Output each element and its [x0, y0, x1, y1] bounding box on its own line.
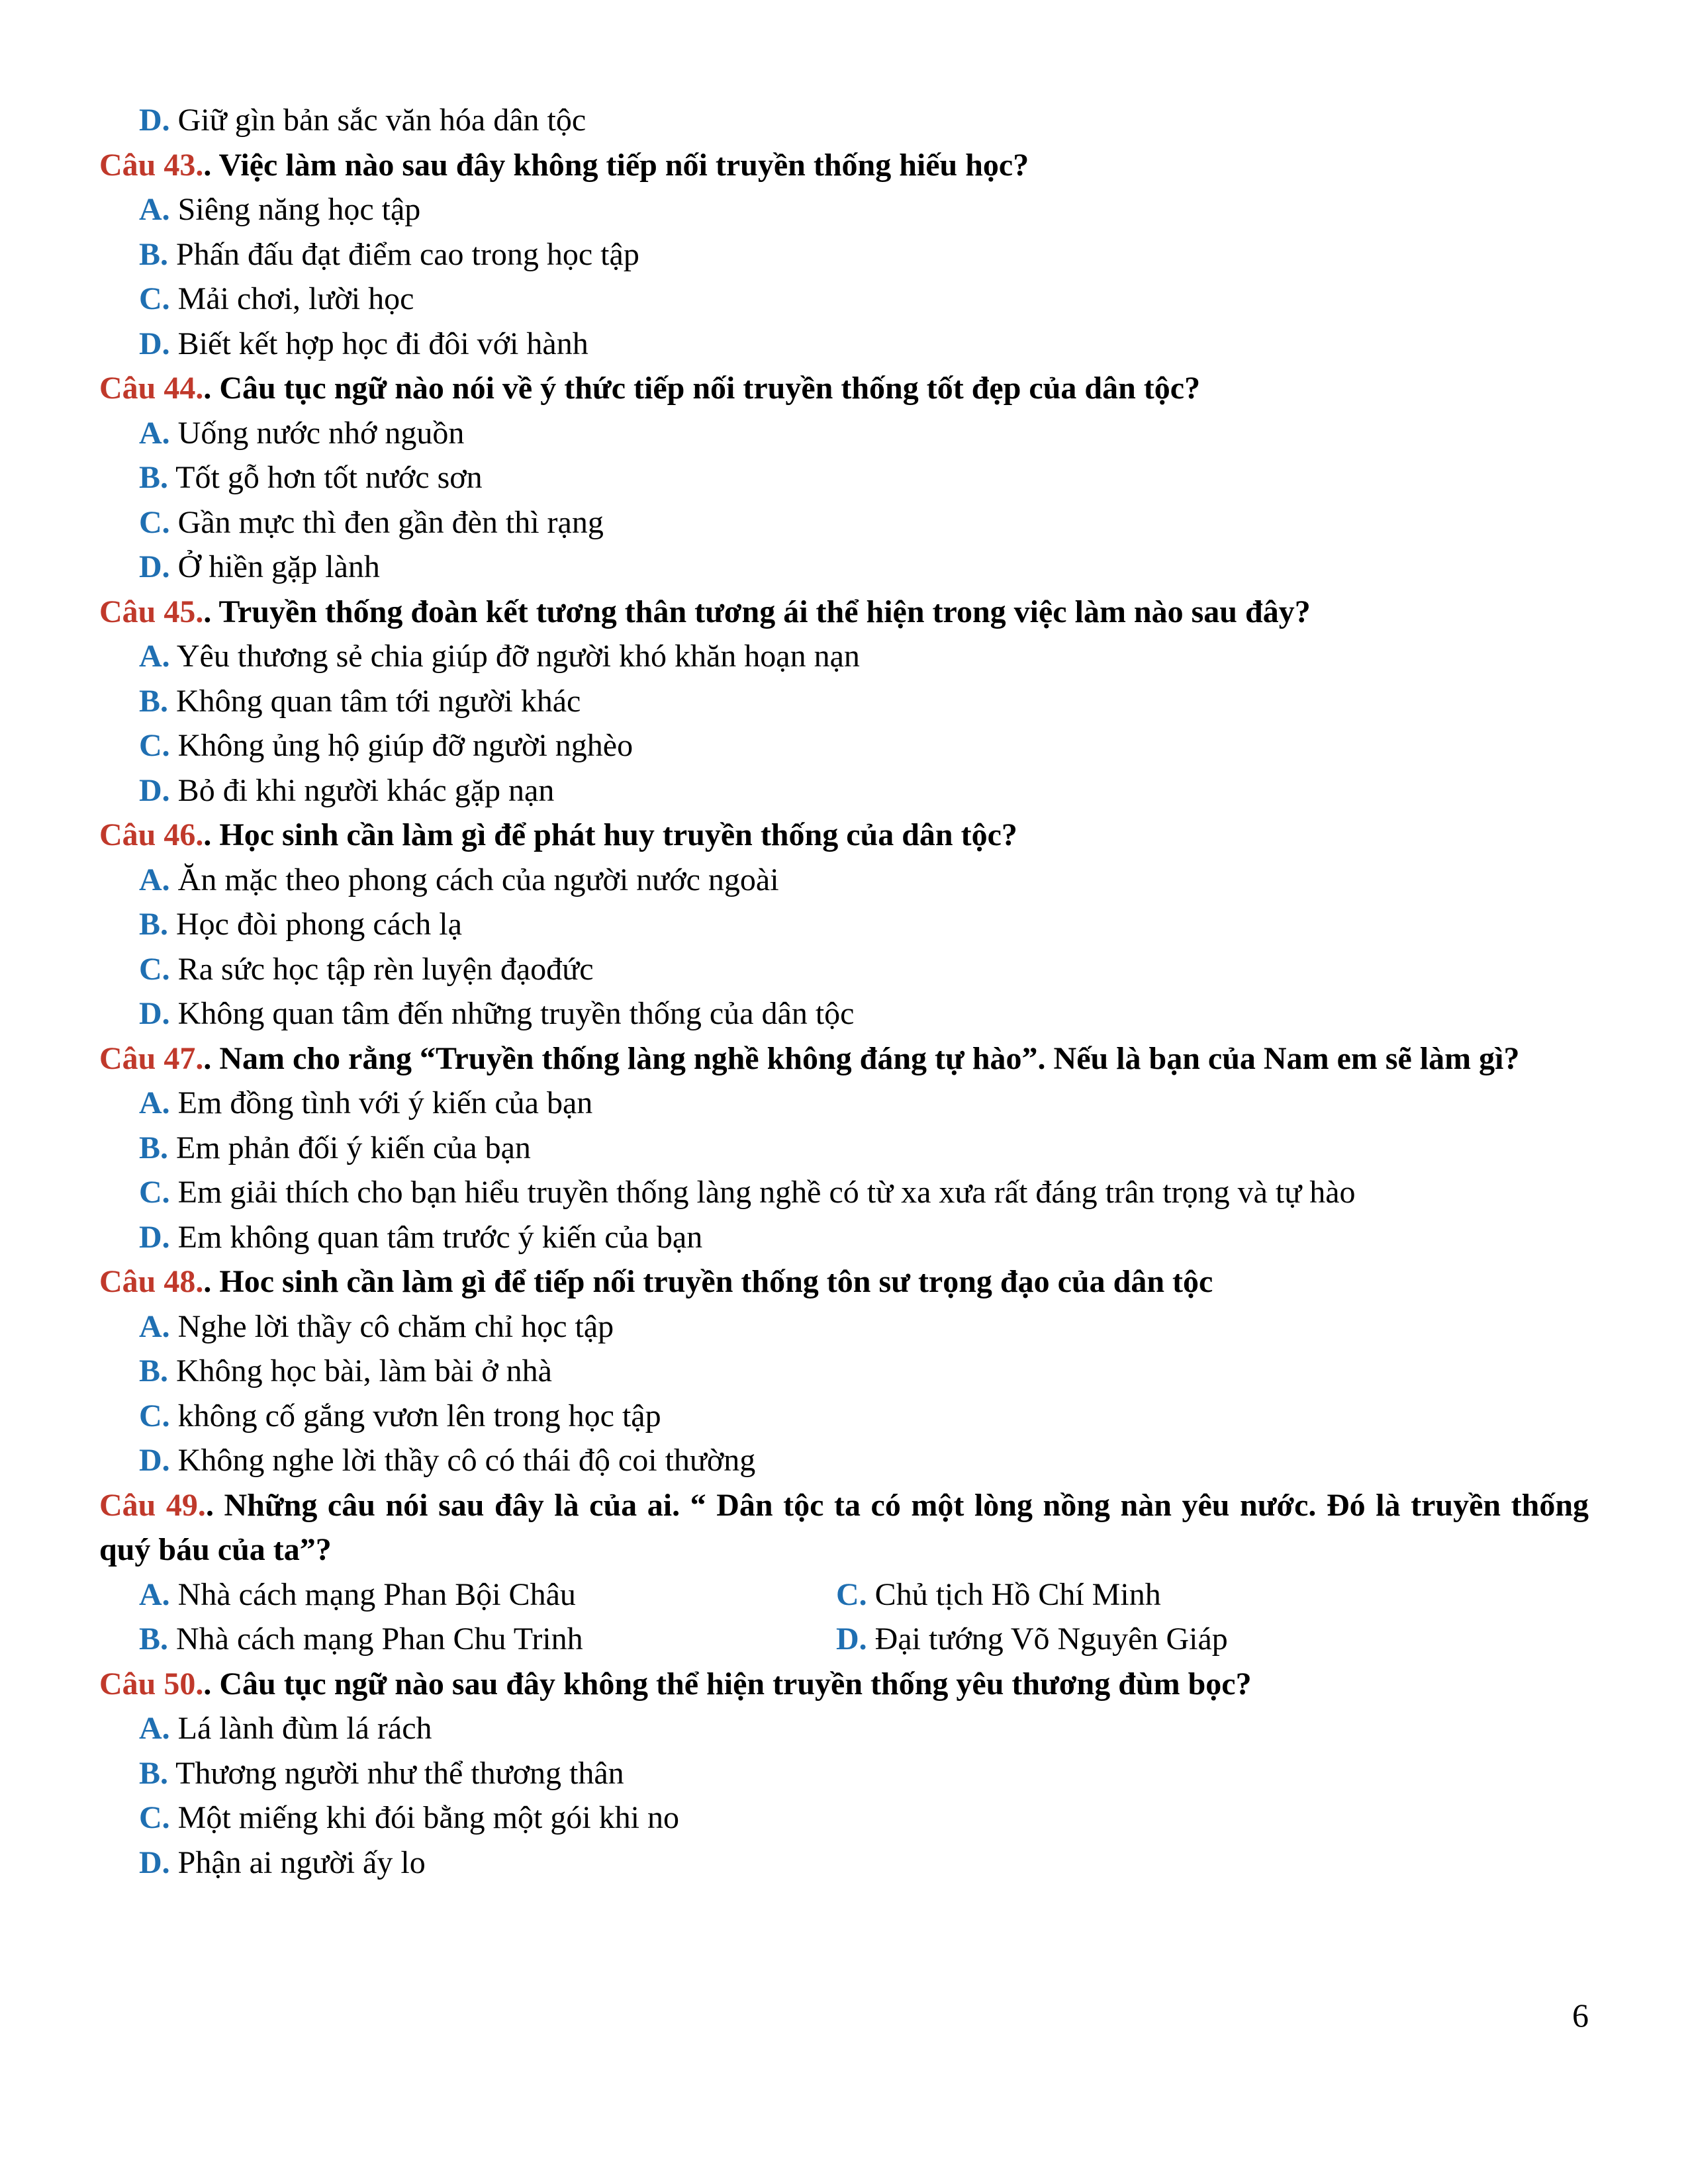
option-text: Biết kết hợp học đi đôi với hành — [177, 326, 588, 361]
question-heading — [99, 143, 1589, 188]
question-text: . Nam cho rằng “Truyền thống làng nghề không đáng tự hào”. Nếu là bạn của Nam em sẽ làm gì? — [203, 1040, 1520, 1076]
question-number: Câu 44. — [99, 371, 204, 406]
option-text: Không học bài, làm bài ở nhà — [176, 1353, 552, 1388]
option-text: Siêng năng học tập — [177, 192, 421, 227]
option-text: Phận ai người ấy lo — [177, 1844, 426, 1880]
option-text: Bỏ đi khi người khác gặp nạn — [177, 772, 555, 808]
question-heading — [99, 813, 1589, 858]
answer-option — [99, 858, 1589, 903]
page-number: 6 — [1572, 1997, 1589, 2034]
option-letter: A. — [139, 1308, 170, 1344]
option-text: Tốt gỗ hơn tốt nước sơn — [175, 460, 483, 495]
option-letter: D. — [139, 1443, 170, 1478]
option-text: Phấn đấu đạt điểm cao trong học tập — [176, 236, 639, 272]
answer-option — [99, 1796, 1589, 1841]
question-heading — [99, 1259, 1589, 1304]
question-text: . Truyền thống đoàn kết tương thân tương ái thể hiện trong việc làm nào sau đây? — [203, 594, 1311, 629]
question-text: . Câu tục ngữ nào sau đây không thể hiện truyền thống yêu thương đùm bọc? — [203, 1666, 1252, 1702]
answer-option — [99, 1394, 1589, 1439]
option-letter: D. — [139, 996, 170, 1031]
option-text: Nhà cách mạng Phan Bội Châu — [177, 1576, 576, 1612]
answer-option — [99, 634, 1589, 679]
answer-option-row — [99, 1617, 1589, 1662]
option-letter: C. — [836, 1576, 867, 1612]
option-text: Học đòi phong cách lạ — [176, 907, 462, 942]
answer-option — [99, 277, 1589, 322]
option-text: Chủ tịch Hồ Chí Minh — [874, 1576, 1161, 1612]
answer-option — [99, 1751, 1589, 1796]
option-letter: D. — [139, 1844, 170, 1880]
question-text: . Hoc sinh cần làm gì để tiếp nối truyền thống tôn sư trọng đạo của dân tộc — [203, 1264, 1213, 1299]
question-heading — [99, 366, 1589, 411]
option-letter: C. — [139, 1175, 170, 1210]
option-text: Gần mực thì đen gần đèn thì rạng — [177, 504, 604, 540]
question-number: Câu 45. — [99, 594, 204, 629]
answer-option — [99, 98, 1589, 143]
question-heading — [99, 1036, 1589, 1081]
answer-option — [99, 455, 1589, 500]
answer-option — [99, 500, 1589, 545]
answer-option — [99, 1304, 1589, 1349]
answer-option-row — [99, 1572, 1589, 1617]
option-text: Giữ gìn bản sắc văn hóa dân tộc — [177, 103, 586, 138]
answer-option — [99, 1841, 1589, 1886]
document-page — [99, 98, 1589, 1885]
option-letter: A. — [139, 1576, 170, 1612]
option-letter: B. — [139, 907, 169, 942]
option-letter: C. — [139, 1398, 170, 1433]
option-text: Yêu thương sẻ chia giúp đỡ người khó khăn hoạn nạn — [176, 639, 860, 674]
option-text: Không quan tâm tới người khác — [176, 683, 581, 719]
option-letter: D. — [139, 1219, 170, 1255]
option-text: Đại tướng Võ Nguyên Giáp — [874, 1621, 1228, 1657]
option-letter: A. — [139, 639, 170, 674]
option-letter: C. — [139, 951, 170, 987]
option-letter: A. — [139, 862, 170, 897]
answer-option — [99, 1349, 1589, 1394]
option-text: Em không quan tâm trước ý kiến của bạn — [177, 1219, 703, 1255]
option-letter: B. — [139, 236, 169, 272]
option-letter: B. — [139, 1130, 169, 1165]
question-heading — [99, 1662, 1589, 1707]
question-number: Câu 48. — [99, 1264, 204, 1299]
option-text: Thương người như thể thương thân — [175, 1755, 624, 1791]
option-text: Em giải thích cho bạn hiểu truyền thống làng nghề có từ xa xưa rất đáng trân trọng và tự hào — [177, 1175, 1356, 1210]
answer-option — [99, 1170, 1589, 1215]
option-letter: A. — [139, 192, 170, 227]
answer-option — [99, 768, 1589, 813]
option-letter: D. — [139, 103, 170, 138]
option-letter: D. — [139, 549, 170, 584]
answer-option — [99, 232, 1589, 277]
answer-option — [99, 723, 1589, 768]
question-number: Câu 47. — [99, 1040, 204, 1076]
option-text: Một miếng khi đói bằng một gói khi no — [177, 1800, 679, 1835]
question-list — [99, 98, 1589, 1885]
option-text: Em đồng tình với ý kiến của bạn — [177, 1085, 593, 1120]
question-number: Câu 50. — [99, 1666, 204, 1702]
option-letter: C. — [139, 504, 170, 540]
option-letter: D. — [836, 1621, 867, 1657]
answer-option — [99, 411, 1589, 456]
option-letter: B. — [139, 1755, 169, 1791]
option-text: Không nghe lời thầy cô có thái độ coi thường — [177, 1443, 756, 1478]
option-letter: A. — [139, 415, 170, 451]
question-text: . Những câu nói sau đây là của ai. “ Dân tộc ta có một lòng nồng nàn yêu nước. Đó là truyền thống quý báu của ta”? — [99, 1487, 1589, 1567]
answer-option — [99, 1438, 1589, 1483]
question-number: Câu 43. — [99, 147, 204, 183]
answer-option — [99, 1126, 1589, 1171]
option-letter: C. — [139, 728, 170, 763]
answer-option — [99, 187, 1589, 232]
question-number: Câu 49. — [99, 1487, 206, 1523]
answer-option — [99, 1081, 1589, 1126]
answer-option — [99, 902, 1589, 947]
answer-option — [99, 947, 1589, 992]
question-text: . Học sinh cần làm gì để phát huy truyền thống của dân tộc? — [203, 817, 1017, 852]
option-letter: C. — [139, 1800, 170, 1835]
option-letter: D. — [139, 326, 170, 361]
question-text: . Việc làm nào sau đây không tiếp nối truyền thống hiếu học? — [203, 147, 1029, 183]
option-letter: C. — [139, 281, 170, 316]
answer-option — [836, 1572, 1161, 1617]
option-letter: D. — [139, 772, 170, 808]
option-text: không cố gắng vươn lên trong học tập — [177, 1398, 661, 1433]
option-text: Ra sức học tập rèn luyện đạođức — [177, 951, 594, 987]
option-text: Lá lành đùm lá rách — [177, 1711, 432, 1746]
option-letter: A. — [139, 1711, 170, 1746]
option-text: Ăn mặc theo phong cách của người nước ngoài — [177, 862, 779, 897]
option-text: Không ủng hộ giúp đỡ người nghèo — [177, 728, 633, 763]
option-text: Nhà cách mạng Phan Chu Trinh — [176, 1621, 583, 1657]
question-number: Câu 46. — [99, 817, 204, 852]
answer-option — [99, 1215, 1589, 1260]
option-text: Mải chơi, lười học — [177, 281, 414, 316]
option-text: Nghe lời thầy cô chăm chỉ học tập — [177, 1308, 614, 1344]
option-text: Em phản đối ý kiến của bạn — [176, 1130, 531, 1165]
answer-option — [99, 322, 1589, 367]
answer-option — [99, 679, 1589, 724]
option-letter: B. — [139, 460, 169, 495]
option-text: Uống nước nhớ nguồn — [177, 415, 465, 451]
question-heading — [99, 590, 1589, 635]
question-heading — [99, 1483, 1589, 1572]
option-letter: B. — [139, 1621, 169, 1657]
answer-option — [99, 1706, 1589, 1751]
option-letter: A. — [139, 1085, 170, 1120]
option-text: Ở hiền gặp lành — [177, 549, 380, 584]
answer-option — [836, 1617, 1228, 1662]
answer-option — [99, 545, 1589, 590]
answer-option — [139, 1617, 836, 1662]
option-letter: B. — [139, 683, 169, 719]
option-text: Không quan tâm đến những truyền thống của dân tộc — [177, 996, 855, 1031]
answer-option — [99, 991, 1589, 1036]
option-letter: B. — [139, 1353, 169, 1388]
question-text: . Câu tục ngữ nào nói về ý thức tiếp nối truyền thống tốt đẹp của dân tộc? — [203, 371, 1201, 406]
answer-option — [139, 1572, 836, 1617]
